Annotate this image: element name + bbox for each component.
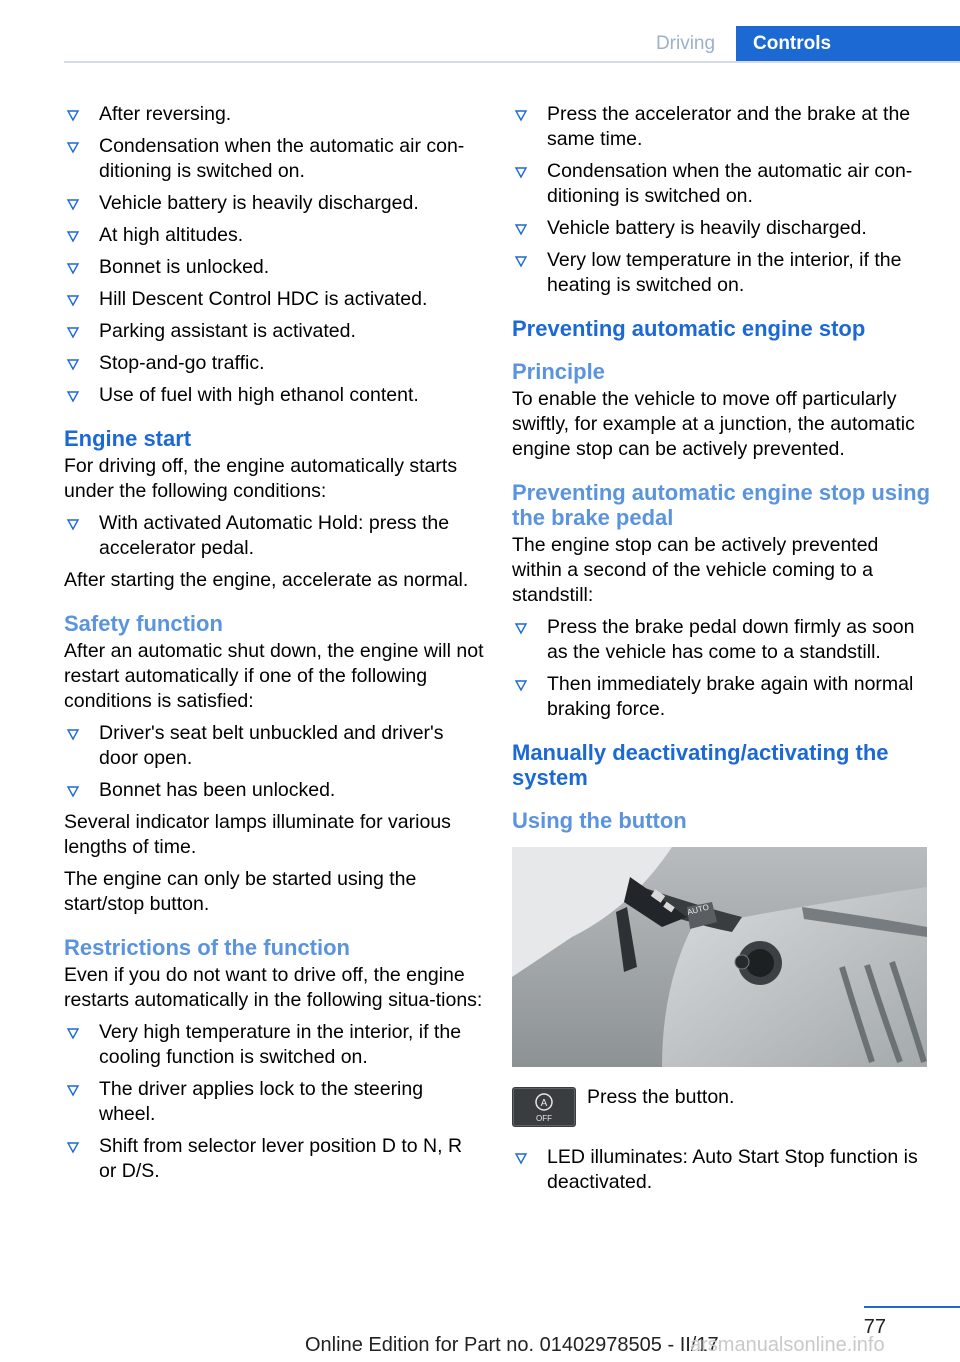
triangle-bullet-icon bbox=[66, 384, 80, 409]
tab-controls[interactable]: Controls bbox=[736, 26, 960, 61]
triangle-bullet-icon bbox=[66, 256, 80, 281]
press-button-text: Press the button. bbox=[587, 1086, 735, 1108]
steering-column-photo bbox=[512, 847, 927, 1067]
heading-manual-system: Manually deactivating/activating the system bbox=[512, 740, 889, 790]
heading-safety-function: Safety function bbox=[64, 611, 223, 636]
triangle-bullet-icon bbox=[514, 673, 528, 698]
safety-text: After an automatic shut down, the engine will not restart automatically if one of the following conditions is satisfied: bbox=[64, 640, 484, 712]
engine-start-text: For driving off, the engine automatically starts under the following conditions: bbox=[64, 455, 458, 502]
heading-using-button: Using the button bbox=[512, 808, 687, 833]
list-item: Bonnet has been unlocked. bbox=[64, 778, 484, 803]
list-item: Hill Descent Control HDC is activated. bbox=[64, 287, 484, 312]
triangle-bullet-icon bbox=[514, 217, 528, 242]
left-column bbox=[64, 102, 484, 1191]
triangle-bullet-icon bbox=[66, 722, 80, 747]
triangle-bullet-icon bbox=[514, 103, 528, 128]
list-item: Then immediately brake again with normal braking force. bbox=[512, 672, 932, 722]
list-item: LED illuminates: Auto Start Stop function is deactivated. bbox=[512, 1145, 932, 1195]
list-item: Shift from selector lever position D to N, R or D/S. bbox=[64, 1134, 484, 1184]
safety-after-2: The engine can only be started using the start/stop button. bbox=[64, 868, 417, 915]
list-item: Bonnet is unlocked. bbox=[64, 255, 484, 280]
list-item: Driver's seat belt unbuckled and driver's door open. bbox=[64, 721, 484, 771]
list-item: Very high temperature in the interior, if the cooling function is switched on. bbox=[64, 1020, 484, 1070]
triangle-bullet-icon bbox=[66, 1078, 80, 1103]
svg-text:A: A bbox=[540, 1098, 548, 1109]
principle-text: To enable the vehicle to move off particularly swiftly, for example at a junction, the automatic engine stop can be actively prevented. bbox=[512, 388, 915, 460]
auto-start-stop-button-icon bbox=[512, 1087, 576, 1127]
press-button-row bbox=[512, 1085, 932, 1139]
brake-text: The engine stop can be actively prevented within a second of the vehicle coming to a standstill: bbox=[512, 534, 879, 606]
list-item: With activated Automatic Hold: press the accelerator pedal. bbox=[64, 511, 484, 561]
heading-restrictions: Restrictions of the function bbox=[64, 935, 350, 960]
triangle-bullet-icon bbox=[66, 320, 80, 345]
list-item: At high altitudes. bbox=[64, 223, 484, 248]
list-item: Vehicle battery is heavily discharged. bbox=[512, 216, 932, 241]
footer-rule bbox=[864, 1306, 960, 1308]
list-item: Condensation when the automatic air con‐ditioning is switched on. bbox=[64, 134, 484, 184]
svg-text:OFF: OFF bbox=[536, 1114, 552, 1123]
heading-brake-pedal: Preventing automatic engine stop using the brake pedal bbox=[512, 480, 931, 530]
list-item: Stop-and-go traffic. bbox=[64, 351, 484, 376]
heading-principle: Principle bbox=[512, 359, 605, 384]
header-rule bbox=[64, 61, 960, 63]
watermark: arsmanualsonline.info bbox=[690, 1334, 885, 1356]
triangle-bullet-icon bbox=[66, 103, 80, 128]
triangle-bullet-icon bbox=[66, 512, 80, 537]
engine-start-after: After starting the engine, accelerate as normal. bbox=[64, 569, 469, 591]
tab-driving[interactable]: Driving bbox=[655, 33, 716, 54]
triangle-bullet-icon bbox=[66, 224, 80, 249]
list-item: After reversing. bbox=[64, 102, 484, 127]
triangle-bullet-icon bbox=[66, 288, 80, 313]
list-item: Press the brake pedal down firmly as soon as the vehicle has come to a standstill. bbox=[512, 615, 932, 665]
triangle-bullet-icon bbox=[514, 160, 528, 185]
triangle-bullet-icon bbox=[514, 1146, 528, 1171]
list-item: Parking assistant is activated. bbox=[64, 319, 484, 344]
triangle-bullet-icon bbox=[66, 1021, 80, 1046]
list-item: Vehicle battery is heavily discharged. bbox=[64, 191, 484, 216]
right-column bbox=[512, 102, 932, 1202]
list-item: Use of fuel with high ethanol content. bbox=[64, 383, 484, 408]
triangle-bullet-icon bbox=[66, 192, 80, 217]
triangle-bullet-icon bbox=[66, 135, 80, 160]
list-item: Press the accelerator and the brake at the same time. bbox=[512, 102, 932, 152]
list-item: Very low temperature in the interior, if the heating is switched on. bbox=[512, 248, 932, 298]
page-number: 77 bbox=[863, 1316, 886, 1338]
list-item: The driver applies lock to the steering wheel. bbox=[64, 1077, 484, 1127]
triangle-bullet-icon bbox=[514, 616, 528, 641]
triangle-bullet-icon bbox=[66, 779, 80, 804]
heading-preventing-stop: Preventing automatic engine stop bbox=[512, 316, 866, 341]
heading-engine-start: Engine start bbox=[64, 426, 192, 451]
restrictions-text: Even if you do not want to drive off, the engine restarts automatically in the following situa‐tions: bbox=[64, 964, 483, 1011]
triangle-bullet-icon bbox=[66, 1135, 80, 1160]
left-list-conditions bbox=[64, 102, 484, 408]
safety-after-1: Several indicator lamps illuminate for various lengths of time. bbox=[64, 811, 451, 858]
triangle-bullet-icon bbox=[514, 249, 528, 274]
list-item: Condensation when the automatic air con‐ditioning is switched on. bbox=[512, 159, 932, 209]
triangle-bullet-icon bbox=[66, 352, 80, 377]
edition-text: Online Edition for Part no. 01402978505 - II/17 bbox=[305, 1334, 719, 1356]
svg-text:AUTO: AUTO bbox=[686, 902, 710, 917]
